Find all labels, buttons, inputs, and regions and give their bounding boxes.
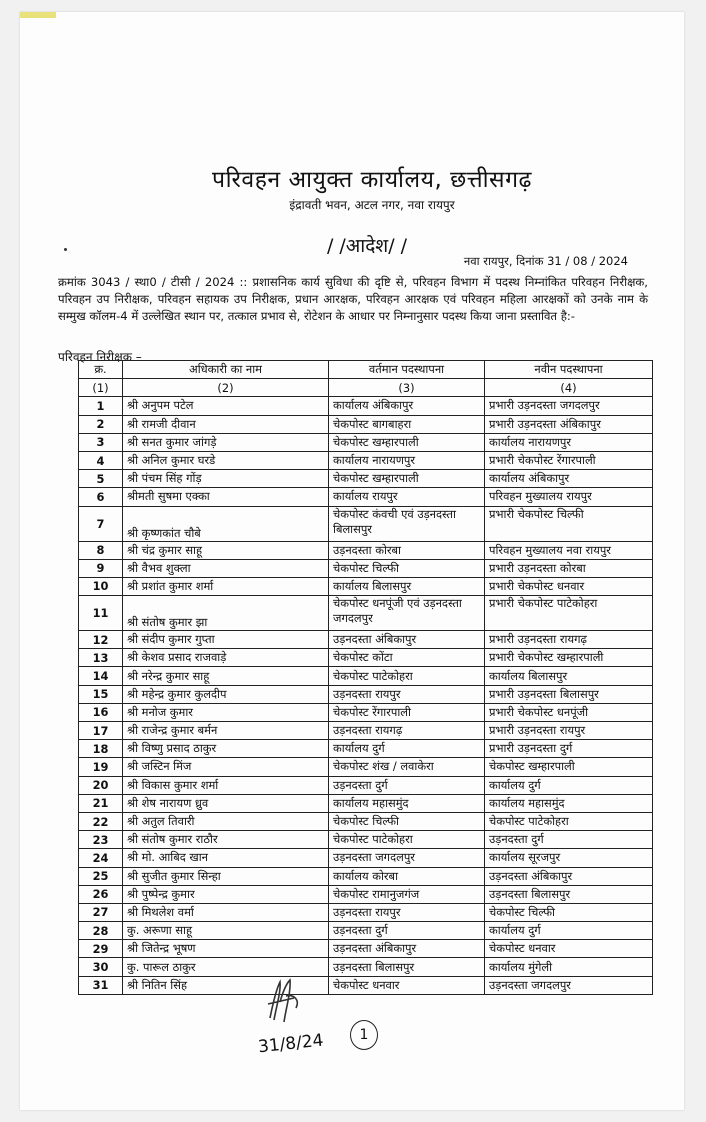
row-serial: 27 [79, 903, 123, 921]
table-header-row [79, 361, 653, 379]
row-officer-name: श्री जस्टिन मिंज [123, 758, 329, 776]
table-body [79, 397, 653, 994]
table-row [79, 541, 653, 559]
row-officer-name: श्री पुष्पेन्द्र कुमार [123, 885, 329, 903]
row-current-posting: उड़नदस्ता कोरबा [329, 541, 485, 559]
table-row [79, 559, 653, 577]
table-row [79, 722, 653, 740]
row-new-posting: कार्यालय महासमुंद [485, 794, 653, 812]
row-new-posting: कार्यालय मुंगेली [485, 958, 653, 976]
row-officer-name: श्री शेष नारायण ध्रुव [123, 794, 329, 812]
row-new-posting: प्रभारी चेकपोस्ट चिल्फी [485, 506, 653, 541]
row-officer-name: श्री राजेन्द्र कुमार बर्मन [123, 722, 329, 740]
row-officer-name: श्री रामजी दीवान [123, 415, 329, 433]
row-new-posting: प्रभारी उड़नदस्ता रायगढ़ [485, 631, 653, 649]
row-new-posting: कार्यालय सूरजपुर [485, 849, 653, 867]
office-address: इंद्रावती भवन, अटल नगर, नवा रायपुर [289, 198, 455, 212]
row-current-posting: कार्यालय रायपुर [329, 488, 485, 506]
header-officer-name: अधिकारी का नाम [123, 361, 329, 379]
row-new-posting: कार्यालय नारायणपुर [485, 433, 653, 451]
row-new-posting: प्रभारी उड़नदस्ता बिलासपुर [485, 685, 653, 703]
row-current-posting: चेकपोस्ट खम्हारपाली [329, 433, 485, 451]
row-serial: 13 [79, 649, 123, 667]
row-new-posting: प्रभारी उड़नदस्ता जगदलपुर [485, 397, 653, 415]
table-row [79, 758, 653, 776]
row-officer-name: श्री सुजीत कुमार सिन्हा [123, 867, 329, 885]
table-row [79, 397, 653, 415]
row-new-posting: प्रभारी चेकपोस्ट पाटेकोहरा [485, 596, 653, 631]
row-serial: 26 [79, 885, 123, 903]
row-new-posting: चेकपोस्ट खम्हारपाली [485, 758, 653, 776]
row-serial: 31 [79, 976, 123, 994]
row-serial: 12 [79, 631, 123, 649]
row-new-posting: उड़नदस्ता अंबिकापुर [485, 867, 653, 885]
row-new-posting: प्रभारी चेकपोस्ट धनवार [485, 577, 653, 595]
table-row [79, 776, 653, 794]
row-serial: 1 [79, 397, 123, 415]
table-row [79, 685, 653, 703]
row-current-posting: उड़नदस्ता जगदलपुर [329, 849, 485, 867]
row-officer-name: श्री महेन्द्र कुमार कुलदीप [123, 685, 329, 703]
posting-table-wrapper [78, 360, 652, 995]
order-date: नवा रायपुर, दिनांक 31 / 08 / 2024 [463, 254, 628, 268]
row-new-posting: कार्यालय दुर्ग [485, 776, 653, 794]
row-officer-name: श्री वैभव शुक्ला [123, 559, 329, 577]
table-row [79, 506, 653, 541]
row-serial: 10 [79, 577, 123, 595]
row-officer-name: श्री अतुल तिवारी [123, 812, 329, 830]
table-row [79, 831, 653, 849]
table-row [79, 703, 653, 721]
row-current-posting: उड़नदस्ता अंबिकापुर [329, 631, 485, 649]
row-serial: 24 [79, 849, 123, 867]
row-current-posting: चेकपोस्ट पाटेकोहरा [329, 667, 485, 685]
row-officer-name: श्री संतोष कुमार झा [123, 596, 329, 631]
table-row [79, 903, 653, 921]
row-current-posting: चेकपोस्ट खम्हारपाली [329, 470, 485, 488]
row-current-posting: उड़नदस्ता बिलासपुर [329, 958, 485, 976]
row-serial: 29 [79, 940, 123, 958]
column-number: (4) [485, 379, 653, 397]
row-serial: 23 [79, 831, 123, 849]
row-new-posting: उड़नदस्ता जगदलपुर [485, 976, 653, 994]
row-officer-name: श्री नितिन सिंह [123, 976, 329, 994]
row-serial: 20 [79, 776, 123, 794]
table-row [79, 794, 653, 812]
row-new-posting: प्रभारी उड़नदस्ता अंबिकापुर [485, 415, 653, 433]
highlight-mark [20, 12, 56, 18]
header-current-posting: वर्तमान पदस्थापना [329, 361, 485, 379]
table-row [79, 940, 653, 958]
row-serial: 7 [79, 506, 123, 541]
row-officer-name: कु. अरूणा साहू [123, 922, 329, 940]
table-row [79, 867, 653, 885]
row-officer-name: श्री केशव प्रसाद राजवाड़े [123, 649, 329, 667]
row-serial: 15 [79, 685, 123, 703]
table-row [79, 740, 653, 758]
table-row [79, 596, 653, 631]
table-row [79, 976, 653, 994]
row-current-posting: चेकपोस्ट चिल्फी [329, 559, 485, 577]
column-number: (2) [123, 379, 329, 397]
row-serial: 28 [79, 922, 123, 940]
row-officer-name: श्री अनिल कुमार घरडे [123, 451, 329, 469]
row-officer-name: श्रीमती सुषमा एक्का [123, 488, 329, 506]
row-serial: 8 [79, 541, 123, 559]
row-officer-name: श्री मो. आबिद खान [123, 849, 329, 867]
row-serial: 14 [79, 667, 123, 685]
signature-date: 31/8/24 [257, 1030, 325, 1058]
row-new-posting: प्रभारी चेकपोस्ट खम्हारपाली [485, 649, 653, 667]
row-current-posting: कार्यालय नारायणपुर [329, 451, 485, 469]
row-officer-name: श्री नरेन्द्र कुमार साहू [123, 667, 329, 685]
section-title: परिवहन निरीक्षक – [58, 350, 142, 364]
row-new-posting: प्रभारी उड़नदस्ता रायपुर [485, 722, 653, 740]
row-current-posting: कार्यालय अंबिकापुर [329, 397, 485, 415]
row-officer-name: कु. पारूल ठाकुर [123, 958, 329, 976]
office-title: परिवहन आयुक्त कार्यालय, छत्तीसगढ़ [212, 167, 532, 193]
row-serial: 16 [79, 703, 123, 721]
row-officer-name: श्री चंद्र कुमार साहू [123, 541, 329, 559]
row-new-posting: उड़नदस्ता बिलासपुर [485, 885, 653, 903]
table-row [79, 812, 653, 830]
row-serial: 30 [79, 958, 123, 976]
row-serial: 11 [79, 596, 123, 631]
table-row [79, 667, 653, 685]
row-officer-name: श्री संदीप कुमार गुप्ता [123, 631, 329, 649]
document-page [20, 12, 684, 1110]
row-current-posting: चेकपोस्ट कोंटा [329, 649, 485, 667]
row-current-posting: उड़नदस्ता रायपुर [329, 685, 485, 703]
column-number: (1) [79, 379, 123, 397]
row-current-posting: उड़नदस्ता दुर्ग [329, 776, 485, 794]
table-row [79, 885, 653, 903]
table-row [79, 958, 653, 976]
table-column-number-row [79, 379, 653, 397]
row-current-posting: चेकपोस्ट चिल्फी [329, 812, 485, 830]
row-new-posting: कार्यालय अंबिकापुर [485, 470, 653, 488]
table-row [79, 577, 653, 595]
row-officer-name: श्री विकास कुमार शर्मा [123, 776, 329, 794]
row-current-posting: उड़नदस्ता रायगढ़ [329, 722, 485, 740]
row-serial: 9 [79, 559, 123, 577]
row-new-posting: चेकपोस्ट पाटेकोहरा [485, 812, 653, 830]
row-current-posting: उड़नदस्ता रायपुर [329, 903, 485, 921]
row-current-posting: चेकपोस्ट शंख / लवाकेरा [329, 758, 485, 776]
table-row [79, 649, 653, 667]
row-serial: 25 [79, 867, 123, 885]
row-current-posting: उड़नदस्ता दुर्ग [329, 922, 485, 940]
row-current-posting: कार्यालय महासमुंद [329, 794, 485, 812]
row-serial: 2 [79, 415, 123, 433]
row-new-posting: उड़नदस्ता दुर्ग [485, 831, 653, 849]
table-row [79, 631, 653, 649]
row-new-posting: प्रभारी चेकपोस्ट धनपूंजी [485, 703, 653, 721]
row-serial: 19 [79, 758, 123, 776]
row-new-posting: परिवहन मुख्यालय रायपुर [485, 488, 653, 506]
page-number: 1 [350, 1020, 378, 1050]
header-serial: क्र. [79, 361, 123, 379]
row-serial: 4 [79, 451, 123, 469]
row-new-posting: कार्यालय दुर्ग [485, 922, 653, 940]
row-new-posting: प्रभारी चेकपोस्ट रेंगारपाली [485, 451, 653, 469]
row-officer-name: श्री सनत कुमार जांगड़े [123, 433, 329, 451]
order-body-text: क्रमांक 3043 / स्था0 / टीसी / 2024 :: प्रशासनिक कार्य सुविधा की दृष्टि से, परिवहन विभाग में पदस्थ निम्नांकित परिवहन निरीक्षक, परिवहन उप निरीक्षक, परिवहन सहायक उप निरीक्षक, प्रधान आरक्षक, परिवहन आरक्षक एवं परिवहन महिला आरक्षकों को उनके नाम के सम्मुख कॉलम-4 में उल्लेखित स्थान पर, तत्काल प्रभाव से, रोटेशन के आधार पर निम्नानुसार पदस्थ किया जाना प्रस्तावित है:- [58, 275, 648, 323]
row-current-posting: चेकपोस्ट बागबाहरा [329, 415, 485, 433]
table-row [79, 415, 653, 433]
row-officer-name: श्री मिथलेश वर्मा [123, 903, 329, 921]
row-current-posting: उड़नदस्ता अंबिकापुर [329, 940, 485, 958]
row-officer-name: श्री संतोष कुमार राठौर [123, 831, 329, 849]
row-current-posting: चेकपोस्ट धनवार [329, 976, 485, 994]
row-officer-name: श्री मनोज कुमार [123, 703, 329, 721]
row-new-posting: कार्यालय बिलासपुर [485, 667, 653, 685]
row-officer-name: श्री विष्णु प्रसाद ठाकुर [123, 740, 329, 758]
row-serial: 21 [79, 794, 123, 812]
row-officer-name: श्री जितेन्द्र भूषण [123, 940, 329, 958]
row-current-posting: चेकपोस्ट धनपूंजी एवं उड़नदस्ता जगदलपुर [329, 596, 485, 631]
row-new-posting: चेकपोस्ट चिल्फी [485, 903, 653, 921]
row-serial: 5 [79, 470, 123, 488]
row-officer-name: श्री कृष्णकांत चौबे [123, 506, 329, 541]
stray-dot [64, 248, 67, 251]
table-row [79, 451, 653, 469]
row-officer-name: श्री पंचम सिंह गोंड़ [123, 470, 329, 488]
posting-table [78, 360, 653, 995]
row-current-posting: कार्यालय बिलासपुर [329, 577, 485, 595]
row-current-posting: चेकपोस्ट कंवची एवं उड़नदस्ता बिलासपुर [329, 506, 485, 541]
header-new-posting: नवीन पदस्थापना [485, 361, 653, 379]
table-row [79, 433, 653, 451]
row-serial: 18 [79, 740, 123, 758]
row-serial: 17 [79, 722, 123, 740]
table-row [79, 488, 653, 506]
table-row [79, 922, 653, 940]
row-serial: 6 [79, 488, 123, 506]
column-number: (3) [329, 379, 485, 397]
row-current-posting: चेकपोस्ट रेंगारपाली [329, 703, 485, 721]
row-officer-name: श्री प्रशांत कुमार शर्मा [123, 577, 329, 595]
order-heading: / /आदेश/ / [326, 235, 408, 257]
row-current-posting: कार्यालय कोरबा [329, 867, 485, 885]
row-new-posting: प्रभारी उड़नदस्ता कोरबा [485, 559, 653, 577]
table-row [79, 470, 653, 488]
row-current-posting: चेकपोस्ट पाटेकोहरा [329, 831, 485, 849]
row-new-posting: चेकपोस्ट धनवार [485, 940, 653, 958]
signature-mark [264, 978, 308, 1024]
row-current-posting: कार्यालय दुर्ग [329, 740, 485, 758]
row-new-posting: परिवहन मुख्यालय नवा रायपुर [485, 541, 653, 559]
row-new-posting: प्रभारी उड़नदस्ता दुर्ग [485, 740, 653, 758]
row-serial: 22 [79, 812, 123, 830]
row-serial: 3 [79, 433, 123, 451]
row-officer-name: श्री अनुपम पटेल [123, 397, 329, 415]
row-current-posting: चेकपोस्ट रामानुजगंज [329, 885, 485, 903]
table-row [79, 849, 653, 867]
